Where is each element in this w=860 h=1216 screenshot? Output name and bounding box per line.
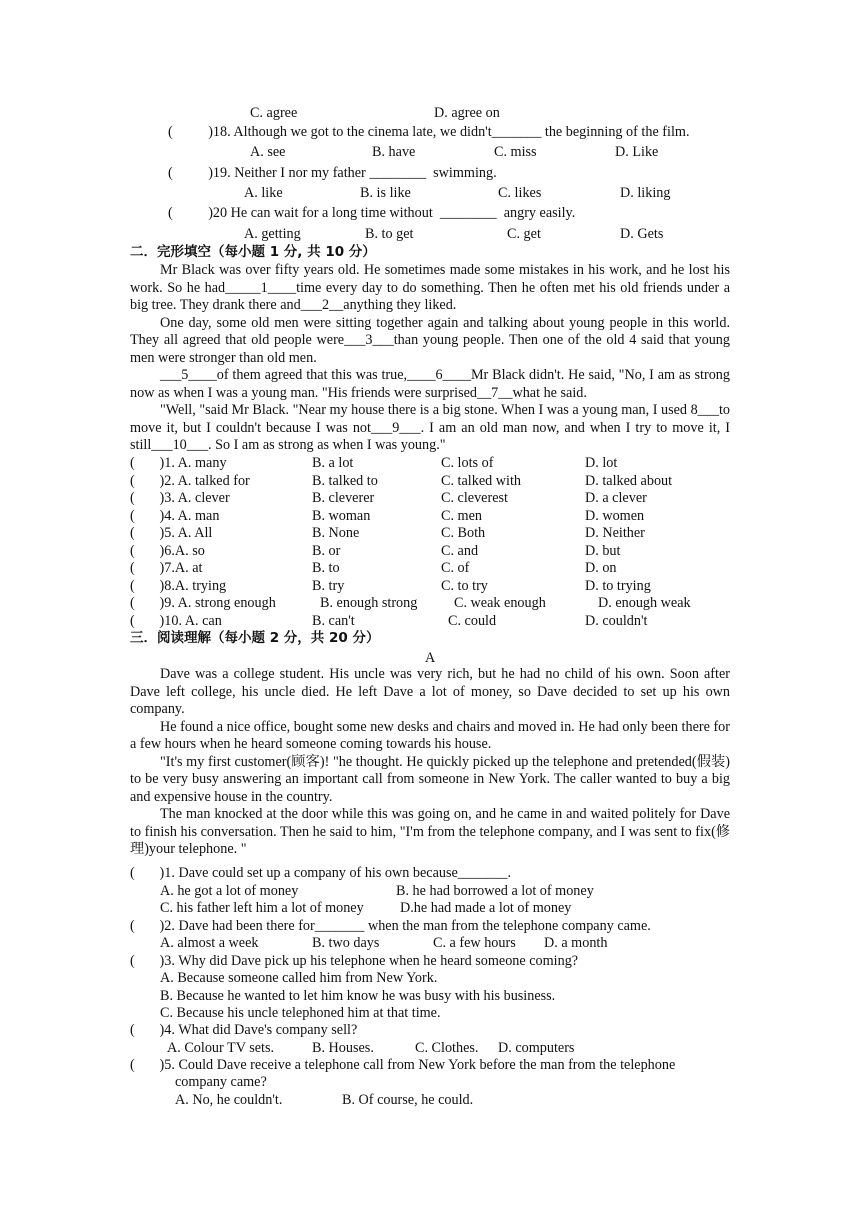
reading-q2-option-a: A. almost a week (160, 935, 259, 951)
cloze-question-option-b: B. None (312, 525, 360, 541)
cloze-question-option-a: ( )9. A. strong enough (130, 595, 276, 611)
cloze-question-option-b: B. a lot (312, 455, 354, 471)
cloze-question-option-b: B. try (312, 577, 345, 594)
cloze-question-option-b: B. to (312, 560, 340, 576)
reading-q5-option-b: B. Of course, he could. (342, 1092, 474, 1108)
reading-q1-stem: ( )1. Dave could set up a company of his own because_______. (130, 865, 511, 881)
cloze-question-option-d: D. Neither (585, 525, 645, 541)
cloze-paragraph-1: Mr Black was over fifty years old. He sometimes made some mistakes in his work, and he lost his work. So he had_____1____time every day to do something. Then he often met his old friends under a big tree. They drank there and___2__anything they liked. (130, 262, 730, 313)
reading-q2-stem: ( )2. Dave had been there for_______ when the man from the telephone company came. (130, 918, 651, 934)
reading-q3-option-b: B. Because he wanted to let him know he was busy with his business. (160, 988, 556, 1004)
reading-q4-option-b: B. Houses. (312, 1040, 374, 1056)
cloze-question-option-a: ( )10. A. can (130, 612, 222, 629)
reading-q3-option-c: C. Because his uncle telephoned him at that time. (160, 1005, 441, 1021)
reading-q1-option-a: A. he got a lot of money (160, 883, 299, 899)
reading-q2-option-b: B. two days (312, 935, 380, 951)
cloze-passage (130, 262, 730, 455)
q20-option-c: C. get (507, 226, 541, 242)
cloze-question-option-d: D. to trying (585, 577, 651, 594)
cloze-question-row (130, 455, 750, 472)
cloze-question-row (130, 490, 750, 507)
reading-q1-option-b: B. he had borrowed a lot of money (396, 883, 594, 899)
cloze-question-option-c: C. Both (441, 525, 486, 541)
q18-stem: ( )18. Although we got to the cinema late, we didn't_______ the beginning of the film. (168, 124, 690, 140)
reading-q3-option-a: A. Because someone called him from New York. (160, 970, 438, 986)
cloze-question-option-b: B. can't (312, 612, 355, 629)
cloze-question-option-d: D. couldn't (585, 612, 648, 629)
cloze-question-option-d: D. talked about (585, 472, 673, 489)
cloze-question-option-d: D. a clever (585, 490, 647, 506)
cloze-question-row (130, 560, 750, 577)
reading-paragraph-1: Dave was a college student. His uncle was very rich, but he had no child of his own. Soon after Dave left college, his uncle died. He left Dave a lot of money, so Dave decided to set up his own company. (130, 666, 730, 717)
cloze-paragraph-2: One day, some old men were sitting together again and talking about young people in this world. They all agreed that old people were___3___than young people. Then one of the old 4 said that young men were stronger than old men. (130, 314, 730, 366)
cloze-paragraph-3: ___5____of them agreed that this was true,____6____Mr Black didn't. He said, "No, I am as strong now as when I was a young man. "His friends were surprised__7__what he said. (130, 367, 730, 401)
reading-q1-option-c: C. his father left him a lot of money (160, 900, 364, 916)
cloze-question-option-d: D. enough weak (598, 595, 691, 611)
q20-option-a: A. getting (244, 226, 301, 242)
q20-option-b: B. to get (365, 226, 414, 242)
q18-option-a: A. see (250, 144, 286, 160)
q19-option-c: C. likes (498, 185, 542, 201)
cloze-question-option-a: ( )5. A. All (130, 525, 213, 541)
section2-heading: 二．完形填空（每小题 1 分, 共 10 分） (130, 244, 376, 260)
q18-option-d: D. Like (615, 144, 659, 160)
cloze-question-option-a: ( )7.A. at (130, 560, 203, 576)
section3-heading: 三．阅读理解（每小题 2 分，共 20 分） (130, 630, 380, 646)
q19-stem: ( )19. Neither I nor my father ________ swimming. (168, 165, 497, 181)
cloze-question-option-c: C. weak enough (454, 595, 546, 611)
cloze-question-option-d: D. but (585, 542, 621, 559)
reading-q5-option-a: A. No, he couldn't. (175, 1092, 283, 1108)
reading-paragraph-3: "It's my first customer(顾客)! "he thought. He quickly picked up the telephone and pretended(假装) to be very busy answering an important call from someone in New York. The caller wanted to buy a big and expensive house in the country. (130, 753, 730, 805)
cloze-question-row (130, 613, 750, 630)
cloze-question-row (130, 473, 750, 490)
q20-option-d: D. Gets (620, 226, 664, 242)
cloze-question-option-c: C. cleverest (441, 490, 508, 506)
cloze-question-option-b: B. woman (312, 507, 371, 524)
cloze-question-option-c: C. of (441, 560, 470, 576)
cloze-question-option-a: ( )1. A. many (130, 455, 227, 471)
cloze-question-option-d: D. on (585, 560, 617, 576)
reading-passage (130, 666, 730, 859)
cloze-question-row (130, 508, 750, 525)
cloze-question-option-d: D. lot (585, 455, 618, 471)
reading-q4-option-c: C. Clothes. (415, 1040, 479, 1056)
q19-option-a: A. like (244, 185, 283, 201)
reading-q2-option-c: C. a few hours (433, 935, 516, 951)
reading-paragraph-2: He found a nice office, bought some new desks and chairs and moved in. He had only been there for a few hours when he heard someone coming towards his house. (130, 718, 730, 752)
cloze-question-option-d: D. women (585, 507, 645, 524)
cloze-question-option-b: B. cleverer (312, 490, 375, 506)
cloze-question-option-c: C. and (441, 542, 479, 559)
cloze-question-row (130, 543, 750, 560)
reading-q1-option-d: D.he had made a lot of money (400, 900, 572, 916)
q17-option-d: D. agree on (434, 105, 500, 121)
cloze-question-row (130, 595, 750, 612)
cloze-question-row (130, 578, 750, 595)
reading-q4-option-d: D. computers (498, 1040, 575, 1056)
cloze-question-option-c: C. men (441, 507, 482, 524)
reading-q4-option-a: A. Colour TV sets. (167, 1040, 275, 1056)
cloze-question-option-b: B. enough strong (320, 595, 418, 611)
cloze-question-option-c: C. to try (441, 577, 488, 594)
cloze-question-row (130, 525, 750, 542)
reading-paragraph-4: The man knocked at the door while this was going on, and he came in and waited politely for Dave to finish his conversation. Then he said to him, "I'm from the telephone company, and I was sent to fix(修理)your telephone. " (130, 806, 730, 857)
cloze-question-option-c: C. lots of (441, 455, 494, 471)
cloze-question-option-b: B. talked to (312, 472, 378, 489)
q18-option-c: C. miss (494, 144, 537, 160)
q18-option-b: B. have (372, 144, 416, 160)
reading-q3-stem: ( )3. Why did Dave pick up his telephone when he heard someone coming? (130, 953, 579, 969)
reading-q5-stem-cont: company came? (175, 1074, 267, 1090)
passage-label: A (425, 650, 436, 666)
q17-option-c: C. agree (250, 105, 298, 121)
cloze-question-option-a: ( )4. A. man (130, 507, 220, 524)
reading-q2-option-d: D. a month (544, 935, 608, 951)
q19-option-b: B. is like (360, 185, 411, 201)
q20-stem: ( )20 He can wait for a long time without ________ angry easily. (168, 205, 576, 221)
cloze-question-option-b: B. or (312, 542, 341, 559)
reading-q5-stem: ( )5. Could Dave receive a telephone call from New York before the man from the telephone (130, 1057, 676, 1073)
cloze-question-option-c: C. could (448, 612, 497, 629)
cloze-question-option-c: C. talked with (441, 472, 521, 489)
cloze-paragraph-4: "Well, "said Mr Black. "Near my house there is a big stone. When I was a young man, I used 8___to move it, but I couldn't because I was not___9___. I am an old man now, and when I try to move it, I still___10___. So I am as strong as when I was young." (130, 402, 730, 453)
cloze-question-option-a: ( )6.A. so (130, 542, 205, 559)
q19-option-d: D. liking (620, 185, 671, 201)
cloze-question-option-a: ( )2. A. talked for (130, 472, 250, 489)
cloze-question-option-a: ( )8.A. trying (130, 577, 227, 594)
reading-q4-stem: ( )4. What did Dave's company sell? (130, 1022, 358, 1038)
cloze-question-option-a: ( )3. A. clever (130, 490, 230, 506)
